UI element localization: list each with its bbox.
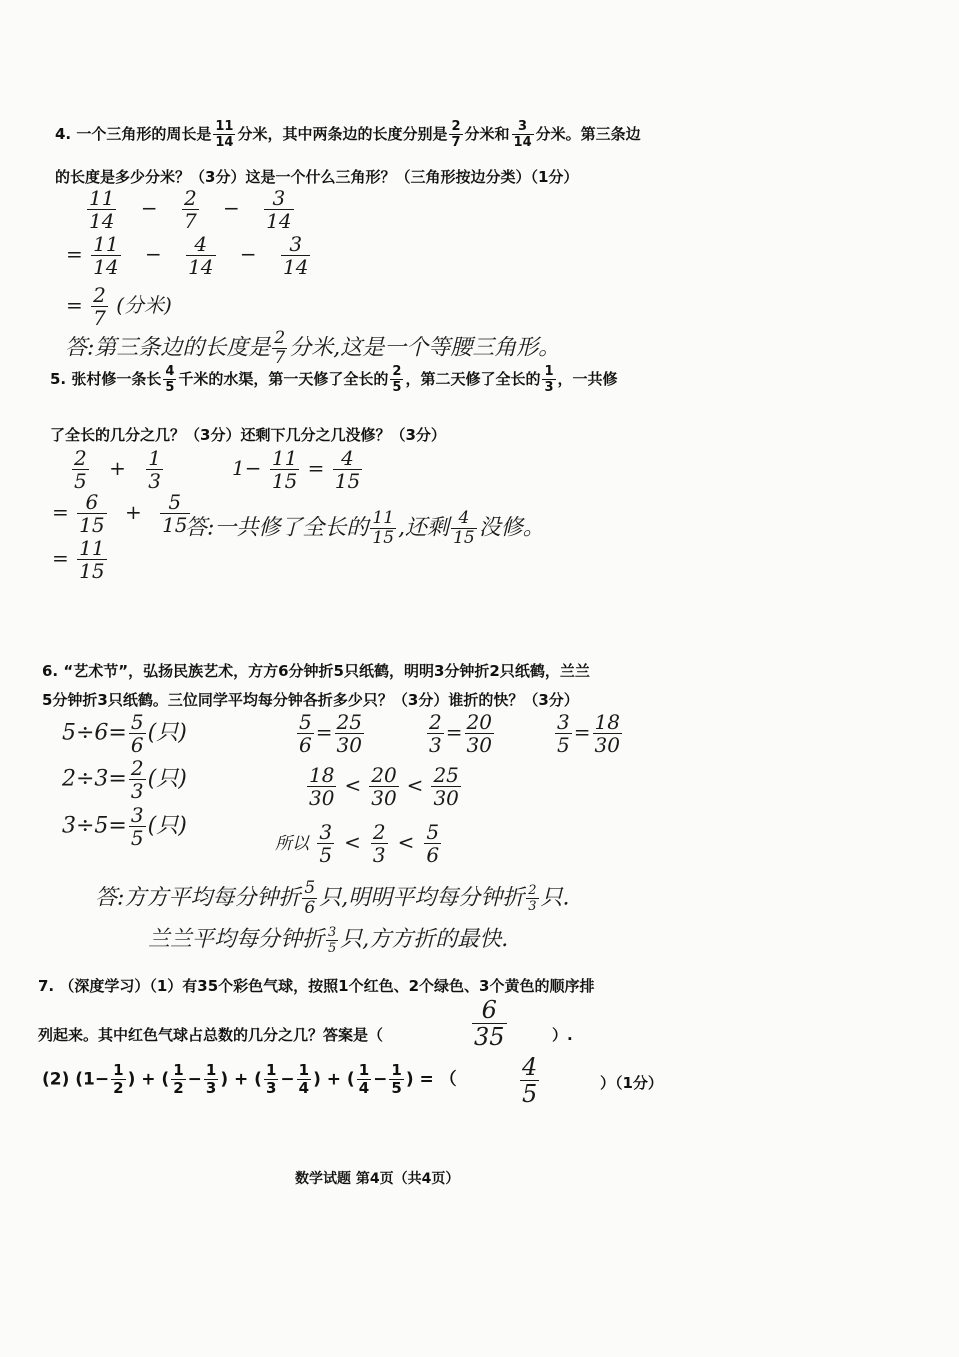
fraction: $\frac{4}{5}$: [165, 364, 175, 395]
q5-work-4: 1− $\frac{11}{15}$ = $\frac{4}{15}$: [232, 446, 361, 493]
fraction: $\frac{3}{14}$: [513, 119, 532, 150]
q7-line-3-close: ）（1分）: [600, 1074, 663, 1092]
q4-work-3: = $\frac{2}{7}$ (分米): [66, 283, 172, 330]
q7-line-3: (2) (1− $\frac{1}{2}$ ) + ( $\frac{1}{2}$ − $\frac{1}{3}$ ) + ( $\frac{1}{3}$ − $\frac{1}{4}$ ) + ( $\frac{1}{4}$ − $\frac{1}{5}$ ) = （: [42, 1061, 457, 1097]
q7-line-2-close: ）.: [552, 1026, 573, 1044]
fraction: $\frac{2}{5}$: [392, 364, 402, 395]
q5-line-2: 了全长的几分之几？（3分）还剩下几分之几没修？（3分）: [50, 426, 446, 444]
q6-conclusion: 所以 $\frac{3}{5}$ < $\frac{2}{3}$ < $\frac{5}{6}$: [275, 820, 440, 867]
q5-answer: 答:一共修了全长的 $\frac{11}{15}$ ,还剩 $\frac{4}{15}$ 没修。: [185, 508, 545, 548]
q6-answer-2: 兰兰平均每分钟折 $\frac{3}{5}$ 只,方方折的最快.: [148, 924, 509, 956]
q6-compare-4: $\frac{18}{30}$ < $\frac{20}{30}$ < $\frac{25}{30}$: [309, 763, 459, 810]
q6-work-3: 3÷5= $\frac{3}{5}$ (只): [62, 803, 187, 850]
q5-work-1: $\frac{2}{5}$ + $\frac{1}{3}$: [74, 446, 161, 493]
q5-work-3: = $\frac{11}{15}$: [52, 536, 105, 583]
q4-line-2: 的长度是多少分米？（3分）这是一个什么三角形？（三角形按边分类）（1分）: [55, 168, 579, 186]
q6-compare-2: $\frac{2}{3}$ = $\frac{20}{30}$: [429, 710, 492, 757]
q6-work-2: 2÷3= $\frac{2}{3}$ (只): [62, 756, 187, 803]
fraction: $\frac{11}{14}$: [215, 119, 234, 150]
q4-work-2: = $\frac{11}{14}$ − $\frac{4}{14}$ − $\frac{3}{14}$: [66, 232, 309, 279]
q4-line-1: 4. 一个三角形的周长是 $\frac{11}{14}$ 分米，其中两条边的长度分别是 $\frac{2}{7}$ 分米和 $\frac{3}{14}$ 分米。第三条边: [55, 119, 641, 150]
q6-compare-3: $\frac{3}{5}$ = $\frac{18}{30}$: [557, 710, 620, 757]
q5-line-1: 5. 张村修一条长 $\frac{4}{5}$ 千米的水渠，第一天修了全长的 $\frac{2}{5}$ ，第二天修了全长的 $\frac{1}{3}$ ，一共修: [50, 364, 618, 395]
q7-answer-1: $\frac{6}{35}$: [474, 996, 505, 1051]
q7-answer-2: $\frac{4}{5}$: [522, 1053, 538, 1108]
q4-answer: 答:第三条边的长度是 $\frac{2}{7}$ 分米,这是一个等腰三角形。: [65, 328, 561, 368]
q4-work-1: $\frac{11}{14}$ − $\frac{2}{7}$ − $\frac{3}{14}$: [89, 186, 292, 233]
q6-line-2: 5分钟折3只纸鹤。三位同学平均每分钟各折多少只？（3分）谁折的快？（3分）: [42, 691, 579, 709]
q5-work-2: = $\frac{6}{15}$ + $\frac{5}{15}$: [52, 490, 188, 537]
q7-line-2: 列起来。其中红色气球占总数的几分之几？答案是（: [38, 1026, 384, 1044]
q6-answer-1: 答:方方平均每分钟折 $\frac{5}{6}$ 只,明明平均每分钟折 $\frac{2}{3}$ 只.: [95, 878, 570, 918]
q7-line-1: 7. （深度学习）（1）有35个彩色气球，按照1个红色、2个绿色、3个黄色的顺序排: [38, 977, 595, 995]
page-footer: 数学试题 第4页（共4页）: [295, 1171, 460, 1187]
q6-line-1: 6. “艺术节”，弘扬民族艺术，方方6分钟折5只纸鹤，明明3分钟折2只纸鹤，兰兰: [42, 662, 590, 680]
q6-work-1: 5÷6= $\frac{5}{6}$ (只): [62, 710, 187, 757]
q6-compare-1: $\frac{5}{6}$ = $\frac{25}{30}$: [299, 710, 362, 757]
fraction: $\frac{2}{7}$: [451, 119, 461, 150]
fraction: $\frac{1}{3}$: [544, 364, 554, 395]
